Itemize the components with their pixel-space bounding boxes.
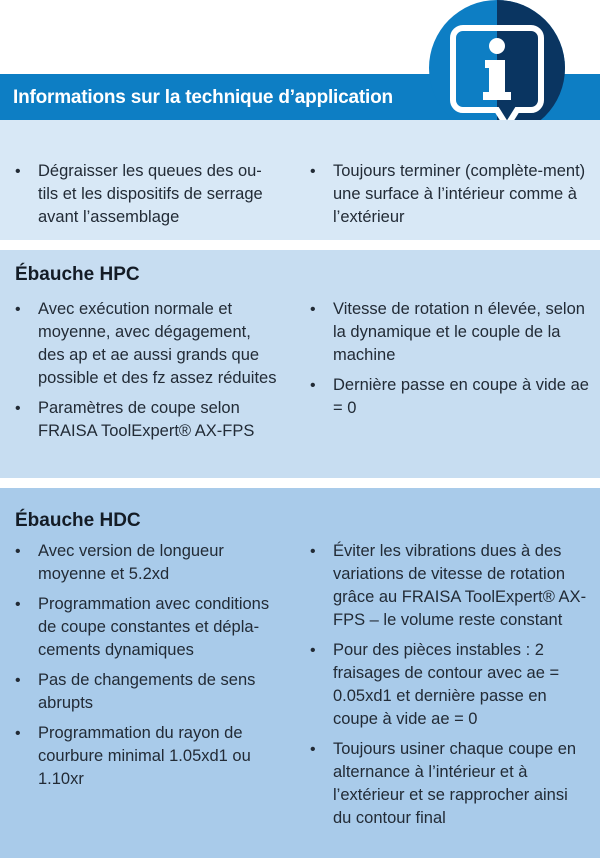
list-item: • Programmation avec conditions de coupe constantes et dépla-cements dynamiques	[10, 593, 280, 662]
list-item: • Toujours usiner chaque coupe en alternance à l’intérieur et à l’extérieur et se rapprocher ainsi du contour final	[305, 738, 590, 830]
list-item: • Vitesse de rotation n élevée, selon la dynamique et le couple de la machine	[305, 298, 590, 367]
hdc-right-list	[305, 540, 590, 837]
list-item: • Avec version de longueur moyenne et 5.2xd	[10, 540, 280, 586]
section-title: Ébauche HDC	[15, 510, 141, 531]
hdc-left-list	[10, 540, 280, 798]
intro-left-list	[10, 160, 280, 236]
list-item: • Programmation du rayon de courbure minimal 1.05xd1 ou 1.10xr	[10, 722, 280, 791]
section-title: Ébauche HPC	[15, 264, 140, 285]
hpc-section	[0, 250, 600, 478]
list-item: • Pas de changements de sens abrupts	[10, 669, 280, 715]
page-title: Informations sur la technique d’application	[13, 87, 393, 108]
intro-section	[0, 120, 600, 240]
hpc-right-list	[305, 298, 590, 427]
hpc-left-list	[10, 298, 280, 450]
list-item: • Paramètres de coupe selon FRAISA ToolExpert® AX-FPS	[10, 397, 280, 443]
list-item: • Avec exécution normale et moyenne, avec dégagement, des ap et ae aussi grands que possible et des fz assez réduites	[10, 298, 280, 390]
intro-right-list	[305, 160, 590, 236]
list-item: • Pour des pièces instables : 2 fraisages de contour avec ae = 0.05xd1 et dernière passe en coupe à vide ae = 0	[305, 639, 590, 731]
hdc-section	[0, 488, 600, 858]
list-item: • Éviter les vibrations dues à des variations de vitesse de rotation grâce au FRAISA ToolExpert® AX-FPS – le volume reste constant	[305, 540, 590, 632]
list-item: • Dernière passe en coupe à vide ae = 0	[305, 374, 590, 420]
list-item: • Toujours terminer (complète-ment) une surface à l’intérieur comme à l’extérieur	[305, 160, 590, 229]
list-item: • Dégraisser les queues des ou-tils et les dispositifs de serrage avant l’assemblage	[10, 160, 280, 229]
